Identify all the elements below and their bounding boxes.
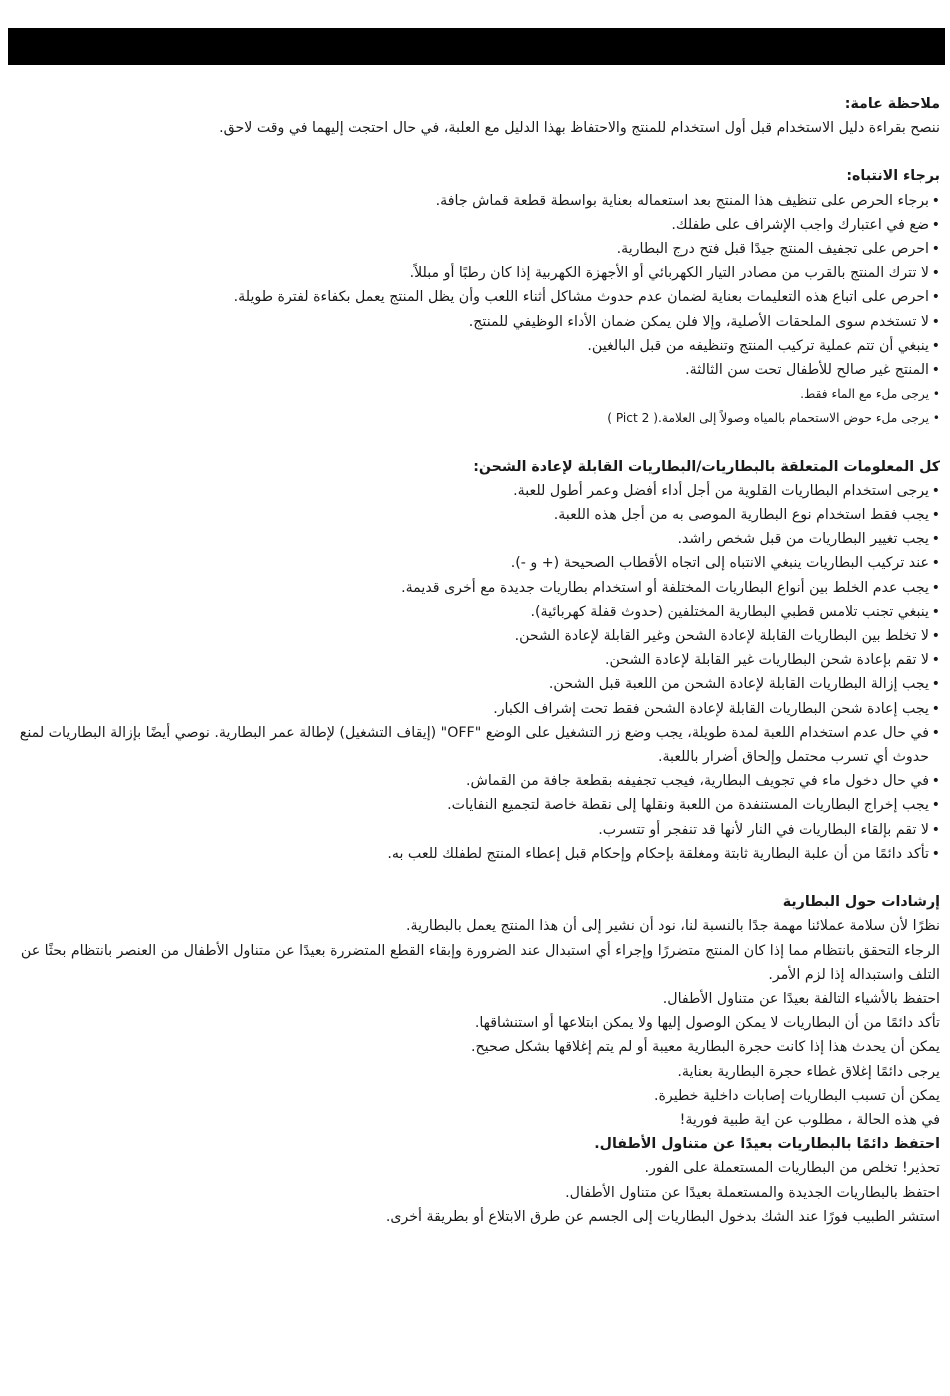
list-item: • ينبغي أن تتم عملية تركيب المنتج وتنظيفه من قبل البالغين. bbox=[18, 334, 940, 358]
list-item: • برجاء الحرص على تنظيف هذا المنتج بعد استعماله بعناية بواسطة قطعة قماش جافة. bbox=[18, 189, 940, 213]
guidance-line: نظرًا لأن سلامة عملائنا مهمة جدًا بالنسبة لنا، نود أن نشير إلى أن هذا المنتج يعمل بالبطارية. bbox=[406, 918, 940, 935]
battery-guidance-section bbox=[18, 890, 940, 1229]
list-item: • يرجى ملء حوض الاستحمام بالمياه وصولاً إلى العلامة.( Pict 2 ) bbox=[18, 406, 940, 430]
list-item: • تأكد دائمًا من أن علبة البطارية ثابتة ومغلقة بإحكام وإحكام قبل إعطاء المنتج لطفلك للعب به. bbox=[18, 842, 940, 866]
list-item: • يجب تغيير البطاريات من قبل شخص راشد. bbox=[18, 527, 940, 551]
header-bar bbox=[8, 28, 945, 65]
guidance-line: تأكد دائمًا من أن البطاريات لا يمكن الوصول إليها ولا يمكن ابتلاعها أو استنشاقها. bbox=[474, 1015, 940, 1032]
list-item: • في حال عدم استخدام اللعبة لمدة طويلة، يجب وضع زر التشغيل على الوضع "OFF" (إيقاف التشغيل) لإطالة عمر البطارية. نوصي أيضًا بإزالة البطاريات لمنع حدوث أي تسرب محتمل وإلحاق أضرار باللعبة. bbox=[18, 721, 940, 769]
batteries-list bbox=[18, 479, 940, 866]
list-item: • ينبغي تجنب تلامس قطبي البطارية المختلفين (حدوث قفلة كهربائية). bbox=[18, 600, 940, 624]
list-item: • يجب عدم الخلط بين أنواع البطاريات المختلفة أو استخدام بطاريات جديدة مع أخرى قديمة. bbox=[18, 576, 940, 600]
guidance-line: في هذه الحالة ، مطلوب عن اية طبية فورية! bbox=[679, 1111, 940, 1128]
list-item: • احرص على تجفيف المنتج جيدًا قبل فتح درج البطارية. bbox=[18, 237, 940, 261]
guidance-line: يرجى دائمًا إغلاق غطاء حجرة البطارية بعناية. bbox=[677, 1063, 940, 1080]
batteries-heading: كل المعلومات المتعلقة بالبطاريات/البطاريات القابلة لإعادة الشحن: bbox=[473, 458, 940, 475]
list-item: • يجب إخراج البطاريات المستنفدة من اللعبة ونقلها إلى نقطة خاصة لتجميع النفايات. bbox=[18, 793, 940, 817]
list-item: • احرص على اتباع هذه التعليمات بعناية لضمان عدم حدوث مشاكل أثناء اللعب وأن يظل المنتج يعمل بكفاءة لفترة طويلة. bbox=[18, 285, 940, 309]
list-item: • يجب إعادة شحن البطاريات القابلة لإعادة الشحن فقط تحت إشراف الكبار. bbox=[18, 697, 940, 721]
attention-section bbox=[18, 164, 940, 430]
list-item: • في حال دخول ماء في تجويف البطارية، فيجب تجفيفه بقطعة جافة من القماش. bbox=[18, 769, 940, 793]
document-body bbox=[18, 92, 940, 1229]
guidance-line: الرجاء التحقق بانتظام مما إذا كان المنتج متضررًا وإجراء أي استبدال عند الضرورة وإبقاء القطع المتضررة بعيدًا عن متناول الأطفال من العنصر بانتظام بحثًا عن التلف واستبداله إذا لزم الأمر. bbox=[20, 942, 940, 983]
attention-heading: برجاء الانتباه: bbox=[846, 168, 940, 185]
list-item: • لا تترك المنتج بالقرب من مصادر التيار الكهربائي أو الأجهزة الكهربية إذا كان رطبًا أو مبللاً. bbox=[18, 261, 940, 285]
list-item: • لا تخلط بين البطاريات القابلة لإعادة الشحن وغير القابلة لإعادة الشحن. bbox=[18, 624, 940, 648]
guidance-line: احتفظ بالأشياء التالفة بعيدًا عن متناول الأطفال. bbox=[662, 990, 940, 1007]
guidance-line: احتفظ بالبطاريات الجديدة والمستعملة بعيدًا عن متناول الأطفال. bbox=[565, 1184, 940, 1201]
list-item: • يرجى ملء مع الماء فقط. bbox=[18, 382, 940, 406]
guidance-line: يمكن أن يحدث هذا إذا كانت حجرة البطارية معيبة أو لم يتم إغلاقها بشكل صحيح. bbox=[471, 1039, 940, 1056]
attention-list bbox=[18, 189, 940, 431]
list-item: • ضع في اعتبارك واجب الإشراف على طفلك. bbox=[18, 213, 940, 237]
list-item: • يجب إزالة البطاريات القابلة لإعادة الشحن من اللعبة قبل الشحن. bbox=[18, 672, 940, 696]
guidance-line: تحذير! تخلص من البطاريات المستعملة على الفور. bbox=[644, 1160, 940, 1177]
guidance-heading: إرشادات حول البطارية bbox=[782, 894, 940, 911]
list-item: • لا تستخدم سوى الملحقات الأصلية، وإلا فلن يمكن ضمان الأداء الوظيفي للمنتج. bbox=[18, 310, 940, 334]
list-item: • لا تقم بإلقاء البطاريات في النار لأنها قد تنفجر أو تتسرب. bbox=[18, 818, 940, 842]
guidance-line: يمكن أن تسبب البطاريات إصابات داخلية خطيرة. bbox=[653, 1087, 940, 1104]
batteries-section bbox=[18, 455, 940, 866]
general-note-text: ننصح بقراءة دليل الاستخدام قبل أول استخدام للمنتج والاحتفاظ بهذا الدليل مع العلبة، في حال احتجت إليهما في وقت لاحق. bbox=[219, 120, 940, 137]
general-note-section bbox=[18, 92, 940, 140]
guidance-line: استشر الطبيب فورًا عند الشك بدخول البطاريات إلى الجسم عن طرق الابتلاع أو بطريقة أخرى. bbox=[385, 1208, 940, 1225]
guidance-warning-bold: احتفظ دائمًا بالبطاريات بعيدًا عن متناول الأطفال. bbox=[594, 1136, 940, 1153]
list-item: • المنتج غير صالح للأطفال تحت سن الثالثة. bbox=[18, 358, 940, 382]
list-item: • يرجى استخدام البطاريات القلوية من أجل أداء أفضل وعمر أطول للعبة. bbox=[18, 479, 940, 503]
general-note-heading: ملاحظة عامة: bbox=[844, 96, 940, 112]
list-item: • عند تركيب البطاريات ينبغي الانتباه إلى اتجاه الأقطاب الصحيحة (+ و -). bbox=[18, 551, 940, 575]
list-item: • لا تقم بإعادة شحن البطاريات غير القابلة لإعادة الشحن. bbox=[18, 648, 940, 672]
list-item: • يجب فقط استخدام نوع البطارية الموصى به من أجل هذه اللعبة. bbox=[18, 503, 940, 527]
